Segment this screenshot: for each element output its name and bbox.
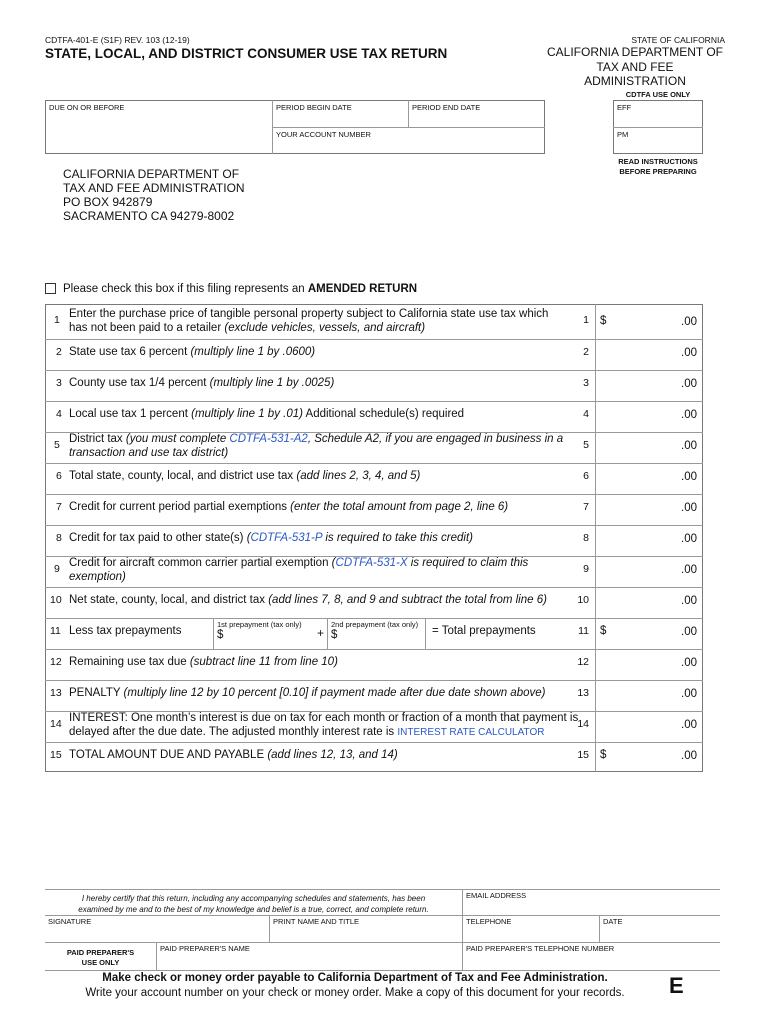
second-prepayment-input[interactable]: $: [331, 629, 338, 641]
line-12-amount[interactable]: .00: [681, 657, 697, 669]
amended-label: Please check this box if this filing represents an AMENDED RETURN: [63, 283, 418, 295]
line-number: 10: [50, 594, 62, 606]
line-text: Credit for aircraft common carrier partial exemption (CDTFA-531-X is required to claim this exemption): [69, 557, 529, 583]
preparer-phone-field[interactable]: PAID PREPARER'S TELEPHONE NUMBER: [466, 944, 615, 953]
first-prepayment-input[interactable]: $: [217, 629, 224, 641]
line-4-amount[interactable]: .00: [681, 409, 697, 421]
right-line-number: 4: [583, 408, 589, 420]
line-number: 11: [50, 625, 61, 637]
cert-line2: examined by me and to the best of my knowledge and belief is a true, correct, and complete return.: [78, 905, 429, 914]
agency-line2: TAX AND FEE ADMINISTRATION: [584, 60, 686, 88]
line-15-amount[interactable]: .00: [681, 750, 697, 762]
email-field[interactable]: EMAIL ADDRESS: [466, 891, 527, 900]
line-number: 3: [56, 377, 62, 389]
line-text: Remaining use tax due (subtract line 11 from line 10): [69, 656, 338, 668]
right-line-number: 6: [583, 470, 589, 482]
period-begin-field[interactable]: PERIOD BEGIN DATE: [276, 103, 352, 112]
print-name-field[interactable]: PRINT NAME AND TITLE: [273, 917, 359, 926]
address-line: SACRAMENTO CA 94279-8002: [63, 209, 235, 223]
right-line-number: 13: [577, 687, 589, 699]
line-number: 12: [50, 656, 62, 668]
records-instruction: Write your account number on your check or money order. Make a copy of this document for your records.: [85, 987, 625, 999]
form-code: CDTFA-401-E (S1F) REV. 103 (12-19): [45, 35, 190, 45]
read-line1: READ INSTRUCTIONS: [618, 157, 698, 166]
total-prepayments-label: = Total prepayments: [432, 625, 536, 637]
line-13-amount[interactable]: .00: [681, 688, 697, 700]
dollar-sign: $: [600, 625, 607, 637]
dollar-sign: $: [600, 315, 607, 327]
line-number: 1: [54, 314, 60, 326]
agency-name: [545, 45, 725, 88]
line-text: Net state, county, local, and district tax (add lines 7, 8, and 9 and subtract the total from line 6): [69, 594, 547, 606]
right-line-number: 8: [583, 532, 589, 544]
right-line-number: 7: [583, 501, 589, 513]
line-text: Credit for current period partial exemptions (enter the total amount from page 2, line 6): [69, 501, 509, 513]
right-line-number: 3: [583, 377, 589, 389]
line-1-amount[interactable]: .00: [681, 316, 697, 328]
form-letter-e: E: [669, 973, 684, 998]
cdtfa-531-a2-link[interactable]: CDTFA-531-A2: [229, 433, 308, 445]
line-text: District tax (you must complete CDTFA-531-A2, Schedule A2, if you are engaged in business in a transaction and use tax district): [69, 433, 564, 459]
line-7-amount[interactable]: .00: [681, 502, 697, 514]
right-line-number: 10: [577, 594, 589, 606]
line-number: 2: [56, 346, 62, 358]
line-text: TOTAL AMOUNT DUE AND PAYABLE (add lines 12, 13, and 14): [69, 749, 398, 761]
line-text: State use tax 6 percent (multiply line 1 by .0600): [69, 346, 316, 358]
line-text: PENALTY (multiply line 12 by 10 percent [0.10] if payment made after due date shown above): [69, 687, 546, 699]
line-text: County use tax 1/4 percent (multiply line 1 by .0025): [69, 377, 335, 389]
line-number: 13: [50, 687, 62, 699]
line-number: 6: [56, 470, 62, 482]
right-line-number: 11: [578, 625, 589, 637]
right-line-number: 1: [583, 314, 589, 326]
dollar-sign: $: [600, 749, 607, 761]
second-prepayment-label: 2nd prepayment (tax only): [331, 620, 419, 629]
due-date-field[interactable]: DUE ON OR BEFORE: [49, 103, 125, 112]
line-8-amount[interactable]: .00: [681, 533, 697, 545]
line-number: 14: [50, 718, 62, 730]
right-line-number: 2: [583, 346, 589, 358]
period-end-field[interactable]: PERIOD END DATE: [412, 103, 481, 112]
paid-prep-line2: USE ONLY: [81, 958, 120, 967]
right-line-number: 14: [577, 718, 589, 730]
read-line2: BEFORE PREPARING: [619, 167, 697, 176]
mailing-address: [63, 167, 245, 223]
interest-rate-calculator-link[interactable]: INTEREST RATE CALCULATOR: [397, 727, 545, 738]
line-10-amount[interactable]: .00: [681, 595, 697, 607]
plus-sign: +: [317, 626, 325, 640]
date-field[interactable]: DATE: [603, 917, 623, 926]
line-number: 9: [54, 563, 60, 575]
right-line-number: 12: [577, 656, 589, 668]
line-6-amount[interactable]: .00: [681, 471, 697, 483]
line-2-amount[interactable]: .00: [681, 347, 697, 359]
certification-text: [45, 893, 462, 915]
eff-field: EFF: [617, 103, 632, 112]
line-text: Less tax prepayments: [69, 625, 182, 637]
right-line-number: 15: [577, 749, 589, 761]
amended-checkbox[interactable]: [45, 283, 56, 294]
state-label: STATE OF CALIFORNIA: [631, 35, 725, 45]
line-number: 15: [50, 749, 62, 761]
line-9-amount[interactable]: .00: [681, 564, 697, 576]
line-number: 5: [54, 439, 60, 451]
line-text: INTEREST: One month’s interest is due on tax for each month or fraction of a month that payment is delayed after the due date. The adjusted monthly interest rate is INTEREST RATE CALCULATOR: [69, 712, 579, 738]
paid-preparer-label: [45, 948, 156, 968]
first-prepayment-label: 1st prepayment (tax only): [217, 620, 302, 629]
line-number: 4: [56, 408, 62, 420]
line-text: Enter the purchase price of tangible personal property subject to California state use tax which has not been paid to a retailer (exclude vehicles, vessels, and aircraft): [69, 308, 549, 334]
telephone-field[interactable]: TELEPHONE: [466, 917, 512, 926]
line-text: Total state, county, local, and district use tax (add lines 2, 3, 4, and 5): [69, 470, 421, 482]
cdtfa-use-title: CDTFA USE ONLY: [625, 90, 691, 99]
address-line: TAX AND FEE ADMINISTRATION: [63, 181, 245, 195]
read-instructions: [600, 157, 716, 177]
payment-instruction: Make check or money order payable to California Department of Tax and Fee Administration.: [102, 972, 608, 984]
line-3-amount[interactable]: .00: [681, 378, 697, 390]
right-line-number: 5: [583, 439, 589, 451]
line-number: 8: [56, 532, 62, 544]
paid-prep-line1: PAID PREPARER'S: [66, 948, 135, 957]
account-number-field[interactable]: YOUR ACCOUNT NUMBER: [276, 130, 371, 139]
line-11-amount[interactable]: .00: [681, 626, 697, 638]
agency-line1: CALIFORNIA DEPARTMENT OF: [546, 45, 724, 59]
cert-line1: I hereby certify that this return, including any accompanying schedules and statements, has been: [81, 894, 426, 903]
signature-field[interactable]: SIGNATURE: [48, 917, 92, 926]
right-line-number: 9: [583, 563, 589, 575]
line-14-amount[interactable]: .00: [681, 719, 697, 731]
form-title: STATE, LOCAL, AND DISTRICT CONSUMER USE TAX RETURN: [45, 46, 448, 61]
line-text: Local use tax 1 percent (multiply line 1 by .01) Additional schedule(s) required: [69, 408, 465, 420]
line-text: Credit for tax paid to other state(s) (CDTFA-531-P is required to take this credit): [69, 532, 473, 544]
cdtfa-531-p-link[interactable]: CDTFA-531-P: [250, 532, 323, 544]
address-line: CALIFORNIA DEPARTMENT OF: [63, 167, 240, 181]
preparer-name-field[interactable]: PAID PREPARER'S NAME: [160, 944, 250, 953]
address-line: PO BOX 942879: [63, 195, 153, 209]
pm-field: PM: [617, 130, 629, 139]
line-number: 7: [56, 501, 62, 513]
line-5-amount[interactable]: .00: [681, 440, 697, 452]
cdtfa-531-x-link[interactable]: CDTFA-531-X: [335, 557, 408, 569]
